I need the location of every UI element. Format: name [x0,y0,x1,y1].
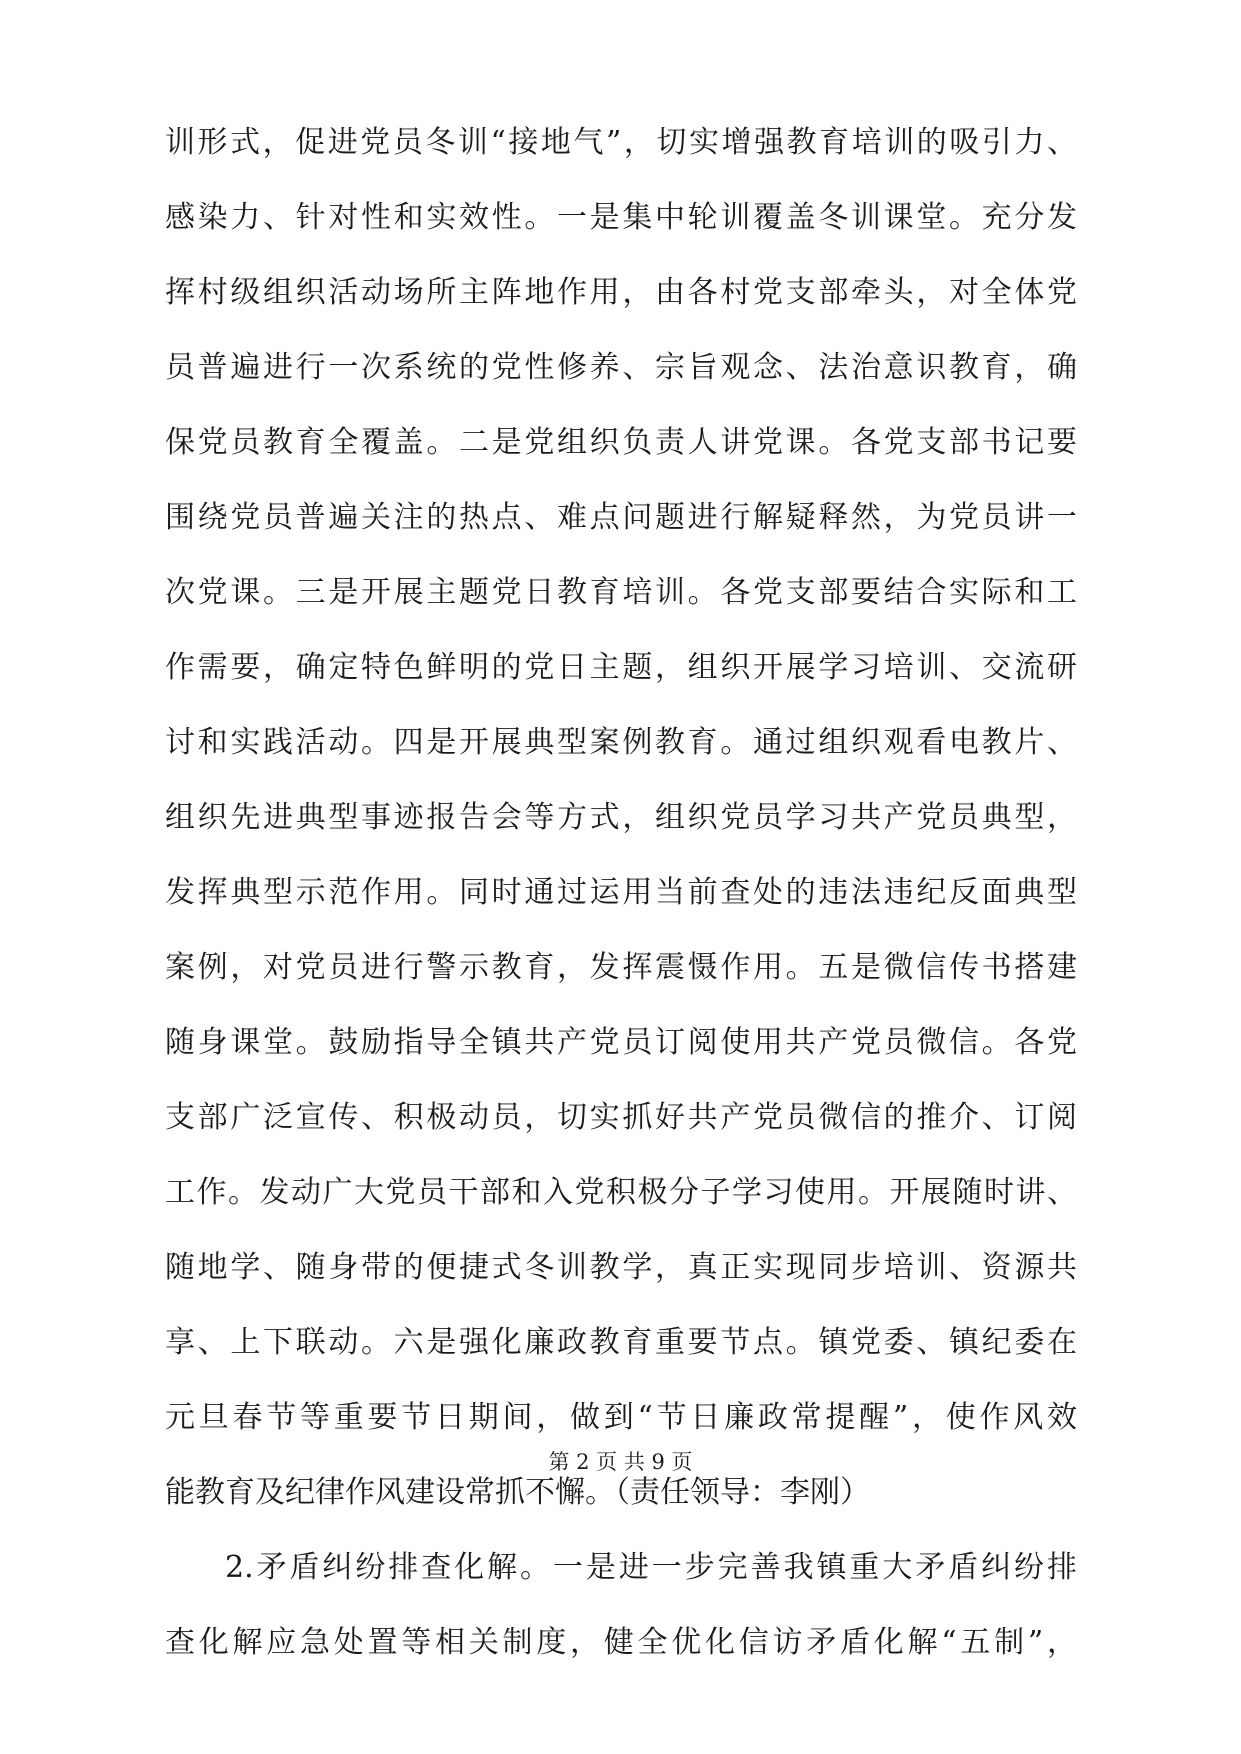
text-line: 随地学、随身带的便捷式冬训教学，真正实现同步培训、资源共 [165,1250,1077,1285]
text-line: 保党员教育全覆盖。二是党组织负责人讲党课。各党支部书记要 [165,425,1077,460]
text-line: 工作。发动广大党员干部和入党积极分子学习使用。开展随时讲、 [165,1175,1077,1210]
text-line: 能教育及纪律作风建设常抓不懈。（责任领导：李刚） [165,1475,870,1510]
text-line: 训形式，促进党员冬训“接地气”，切实增强教育培训的吸引力、 [165,125,1077,160]
text-line: 挥村级组织活动场所主阵地作用，由各村党支部牵头，对全体党 [165,275,1077,310]
text-line: 随身课堂。鼓励指导全镇共产党员订阅使用共产党员微信。各党 [165,1025,1077,1060]
text-line: 组织先进典型事迹报告会等方式，组织党员学习共产党员典型， [165,800,1077,835]
page-number-footer: 第 2 页 共 9 页 [548,1450,693,1474]
text-line: 元旦春节等重要节日期间，做到“节日廉政常提醒”，使作风效 [165,1400,1077,1435]
text-line: 查化解应急处置等相关制度，健全优化信访矛盾化解“五制”， [165,1625,1077,1660]
text-line: 员普遍进行一次系统的党性修养、宗旨观念、法治意识教育，确 [165,350,1077,385]
text-line: 2.矛盾纠纷排查化解。一是进一步完善我镇重大矛盾纠纷排 [225,1550,1077,1585]
text-line: 案例，对党员进行警示教育，发挥震慑作用。五是微信传书搭建 [165,950,1077,985]
text-line: 感染力、针对性和实效性。一是集中轮训覆盖冬训课堂。充分发 [165,200,1077,235]
text-line: 作需要，确定特色鲜明的党日主题，组织开展学习培训、交流研 [165,650,1077,685]
text-line: 发挥典型示范作用。同时通过运用当前查处的违法违纪反面典型 [165,875,1077,910]
text-line: 支部广泛宣传、积极动员，切实抓好共产党员微信的推介、订阅 [165,1100,1077,1135]
text-line: 次党课。三是开展主题党日教育培训。各党支部要结合实际和工 [165,575,1077,610]
text-line: 享、上下联动。六是强化廉政教育重要节点。镇党委、镇纪委在 [165,1325,1077,1360]
text-line: 围绕党员普遍关注的热点、难点问题进行解疑释然，为党员讲一 [165,500,1077,535]
text-line: 讨和实践活动。四是开展典型案例教育。通过组织观看电教片、 [165,725,1077,760]
